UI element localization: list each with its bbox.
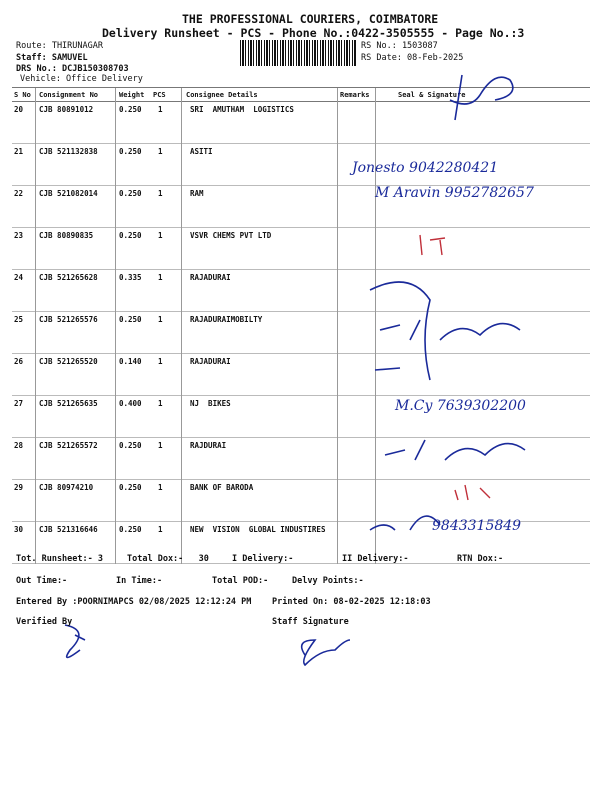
cell-wt: 0.250	[119, 441, 142, 450]
cell-sno: 24	[14, 273, 24, 282]
cell-cn: CJB 521265520	[39, 357, 98, 366]
cell-pcs: 1	[158, 231, 163, 240]
cell-cn: CJB 521265572	[39, 441, 98, 450]
runsheet-subtitle: Delivery Runsheet - PCS - Phone No.:0422-3505555 - Page No.:3	[102, 26, 525, 40]
cell-pcs: 1	[158, 105, 163, 114]
col-seal: Seal & Signature	[398, 91, 466, 99]
cell-pcs: 1	[158, 315, 163, 324]
i-delivery: I Delivery:-	[232, 554, 294, 564]
cell-consignee: NEW VISION GLOBAL INDUSTIRES	[190, 525, 326, 534]
col-consignee: Consignee Details	[186, 91, 258, 99]
cell-consignee: VSVR CHEMS PVT LTD	[190, 231, 272, 240]
cell-sno: 21	[14, 147, 24, 156]
out-time: Out Time:-	[16, 576, 68, 586]
cell-cn: CJB 521265635	[39, 399, 98, 408]
cell-cn: CJB 521316646	[39, 525, 98, 534]
cell-wt: 0.140	[119, 357, 142, 366]
cell-pcs: 1	[158, 357, 163, 366]
cell-pcs: 1	[158, 189, 163, 198]
cell-sno: 25	[14, 315, 24, 324]
total-dox: Total Dox:- 30	[127, 554, 209, 564]
cell-wt: 0.250	[119, 189, 142, 198]
cell-consignee: RAJADURAI	[190, 357, 231, 366]
cell-pcs: 1	[158, 399, 163, 408]
cell-consignee: RAJDURAI	[190, 441, 227, 450]
cell-wt: 0.335	[119, 273, 142, 282]
col-weight: Weight	[119, 91, 145, 99]
cell-pcs: 1	[158, 525, 163, 534]
col-remarks: Remarks	[340, 91, 370, 99]
ii-delivery: II Delivery:-	[342, 554, 409, 564]
cell-cn: CJB 521132838	[39, 147, 98, 156]
handwriting-row-27: M.Cy 7639302200	[395, 398, 526, 414]
cell-consignee: RAJADURAI	[190, 273, 231, 282]
cell-consignee: ASITI	[190, 147, 213, 156]
handwriting-row-22: M Aravin 9952782657	[375, 185, 534, 201]
delvy-points: Delvy Points:-	[292, 576, 364, 586]
vehicle: Vehicle: Office Delivery	[20, 74, 143, 84]
cell-pcs: 1	[158, 147, 163, 156]
cell-wt: 0.250	[119, 147, 142, 156]
col-pcs: PCS	[153, 91, 166, 99]
rtn-dox: RTN Dox:-	[457, 554, 504, 564]
staff-signature-label: Staff Signature	[272, 617, 349, 627]
handwriting-row-30: 9843315849	[432, 518, 522, 534]
verified-by-label: Verified By	[16, 617, 73, 627]
handwriting-row-21: Jonesto 9042280421	[352, 160, 499, 176]
cell-sno: 30	[14, 525, 24, 534]
cell-cn: CJB 521265628	[39, 273, 98, 282]
rs-date: RS Date: 08-Feb-2025	[361, 53, 464, 63]
cell-wt: 0.250	[119, 483, 142, 492]
cell-cn: CJB 521265576	[39, 315, 98, 324]
col-sno: S No	[14, 91, 31, 99]
cell-cn: CJB 80974210	[39, 483, 94, 492]
cell-consignee: NJ BIKES	[190, 399, 231, 408]
cell-wt: 0.250	[119, 231, 142, 240]
tot-runsheet: Tot. Runsheet:- 3	[16, 554, 103, 564]
cell-wt: 0.250	[119, 315, 142, 324]
cell-sno: 29	[14, 483, 24, 492]
cell-sno: 22	[14, 189, 24, 198]
cell-sno: 23	[14, 231, 24, 240]
cell-consignee: BANK OF BARODA	[190, 483, 254, 492]
drs-number: DRS No.: DCJB150308703	[16, 64, 129, 74]
cell-wt: 0.250	[119, 105, 142, 114]
cell-pcs: 1	[158, 441, 163, 450]
entered-by: Entered By :POORNIMAPCS 02/08/2025 12:12:24 PM	[16, 597, 252, 607]
cell-wt: 0.400	[119, 399, 142, 408]
total-pod: Total POD:-	[212, 576, 269, 586]
cell-sno: 20	[14, 105, 24, 114]
printed-on: Printed On: 08-02-2025 12:18:03	[272, 597, 431, 607]
cell-sno: 27	[14, 399, 24, 408]
cell-cn: CJB 80890835	[39, 231, 94, 240]
cell-consignee: RAJADURAIMOBILTY	[190, 315, 263, 324]
cell-consignee: RAM	[190, 189, 204, 198]
cell-cn: CJB 80891012	[39, 105, 94, 114]
cell-wt: 0.250	[119, 525, 142, 534]
cell-sno: 28	[14, 441, 24, 450]
route: Route: THIRUNAGAR	[16, 41, 103, 51]
cell-pcs: 1	[158, 273, 163, 282]
staff: Staff: SAMUVEL	[16, 53, 88, 63]
company-name: THE PROFESSIONAL COURIERS, COIMBATORE	[182, 12, 439, 26]
cell-sno: 26	[14, 357, 24, 366]
col-consignment: Consignment No	[39, 91, 99, 99]
rs-number: RS No.: 1503087	[361, 41, 438, 51]
in-time: In Time:-	[116, 576, 163, 586]
cell-cn: CJB 521082014	[39, 189, 98, 198]
cell-pcs: 1	[158, 483, 163, 492]
cell-consignee: SRI AMUTHAM LOGISTICS	[190, 105, 294, 114]
